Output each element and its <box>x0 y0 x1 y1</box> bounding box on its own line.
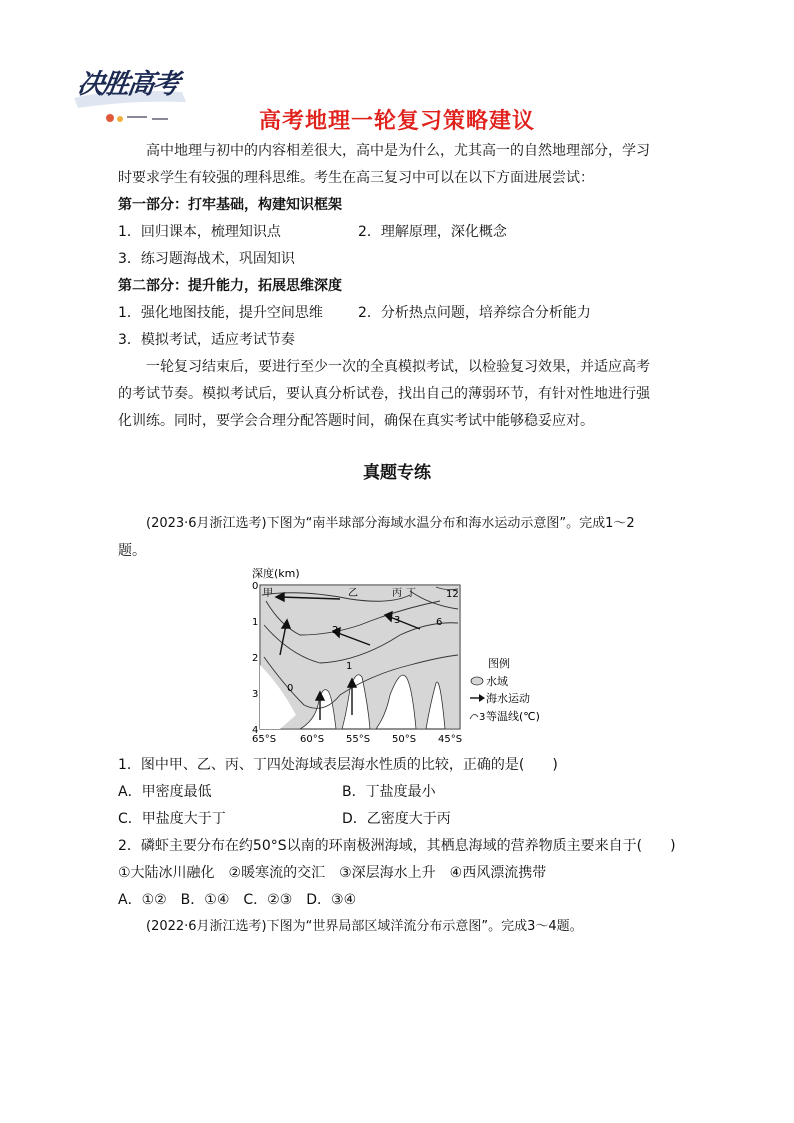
xtick-60: 60°S <box>300 734 325 745</box>
point-yi: 乙 <box>348 588 358 599</box>
figure-ylabel: 深度(km) <box>252 567 300 580</box>
q-intro-2: (2022·6月浙江选考)下图为“世界局部区域洋流分布示意图”。完成3～4题。 <box>146 919 583 934</box>
q-intro-1-line-1: (2023·6月浙江选考)下图为“南半球部分海域水温分布和海水运动示意图”。完成1～2 <box>146 516 635 531</box>
ytick-0: 0 <box>252 581 259 592</box>
legend-water: 水域 <box>486 675 508 688</box>
q2-choices: ①大陆冰川融化 ②暖寒流的交汇 ③深层海水上升 ④西风漂流携带 <box>118 865 547 881</box>
point-jia: 甲 <box>263 588 273 599</box>
legend-isotherm-value: 3 <box>479 712 486 723</box>
page-title: 高考地理一轮复习策略建议 <box>258 109 535 134</box>
legend-isotherm-sample <box>470 714 478 719</box>
legend-title: 图例 <box>488 657 510 670</box>
part1-item-3: 3．练习题海战术，巩固知识 <box>118 251 295 267</box>
logo-text: 决胜高考 <box>75 69 180 100</box>
isotherm-label-6: 6 <box>436 617 443 628</box>
ytick-2: 2 <box>252 653 259 664</box>
ocean-temperature-figure <box>240 565 580 745</box>
legend-motion: 海水运动 <box>486 692 530 705</box>
para-line-2: 的考试节奏。模拟考试后，要认真分析试卷，找出自己的薄弱环节，有针对性地进行强 <box>118 386 650 402</box>
ytick-3: 3 <box>252 689 259 700</box>
part1-heading: 第一部分：打牢基础，构建知识框架 <box>118 197 342 213</box>
isotherm-label-12: 12 <box>446 589 459 600</box>
part2-heading: 第二部分：提升能力，拓展思维深度 <box>118 278 342 294</box>
point-bing: 丙 <box>392 588 402 599</box>
q1-option-a: A．甲密度最低 <box>118 784 212 800</box>
part2-item-2: 2．分析热点问题，培养综合分析能力 <box>358 305 591 321</box>
q1-option-b: B．丁盐度最小 <box>342 784 436 800</box>
intro-line-2: 时要求学生有较强的理科思维。考生在高三复习中可以在以下方面进展尝试： <box>118 170 594 186</box>
q2-stem: 2．磷虾主要分布在约50°S以南的环南极洲海域，其栖息海域的营养物质主要来自于( ) <box>118 838 676 854</box>
part2-item-1: 1．强化地图技能，提升空间思维 <box>118 305 323 321</box>
point-ding: 丁 <box>406 588 416 599</box>
q1-option-d: D．乙密度大于丙 <box>342 811 451 827</box>
para-line-1: 一轮复习结束后，要进行至少一次的全真模拟考试，以检验复习效果，并适应高考 <box>146 359 650 375</box>
part1-item-2: 2．理解原理，深化概念 <box>358 224 507 240</box>
legend-water-swatch <box>471 677 483 685</box>
ytick-1: 1 <box>252 617 259 628</box>
q1-option-c: C．甲盐度大于丁 <box>118 811 226 827</box>
isotherm-label-0: 0 <box>287 683 294 694</box>
part2-item-3: 3．模拟考试，适应考试节奏 <box>118 332 295 348</box>
isotherm-label-3: 3 <box>394 615 401 626</box>
legend-arrow-icon <box>470 694 485 702</box>
q2-answers: A．①② B．①④ C．②③ D．③④ <box>118 892 357 908</box>
q1-stem: 1．图中甲、乙、丙、丁四处海域表层海水性质的比较，正确的是( ) <box>118 757 558 773</box>
isotherm-label-1: 1 <box>346 661 353 672</box>
part1-item-1: 1．回归课本，梳理知识点 <box>118 224 281 240</box>
legend-isotherm: 等温线(℃) <box>486 710 540 723</box>
xtick-50: 50°S <box>392 734 417 745</box>
section-title: 真题专练 <box>363 463 431 483</box>
isotherm-label-2: 2 <box>332 625 339 636</box>
para-line-3: 化训练。同时，要学会合理分配答题时间，确保在真实考试中能够稳妥应对。 <box>118 413 594 429</box>
intro-line-1: 高中地理与初中的内容相差很大，高中是为什么，尤其高一的自然地理部分，学习 <box>146 143 650 159</box>
xtick-65: 65°S <box>252 734 277 745</box>
q-intro-1-line-2: 题。 <box>118 543 146 559</box>
xtick-55: 55°S <box>346 734 371 745</box>
xtick-45: 45°S <box>438 734 463 745</box>
ytick-4: 4 <box>252 725 259 736</box>
